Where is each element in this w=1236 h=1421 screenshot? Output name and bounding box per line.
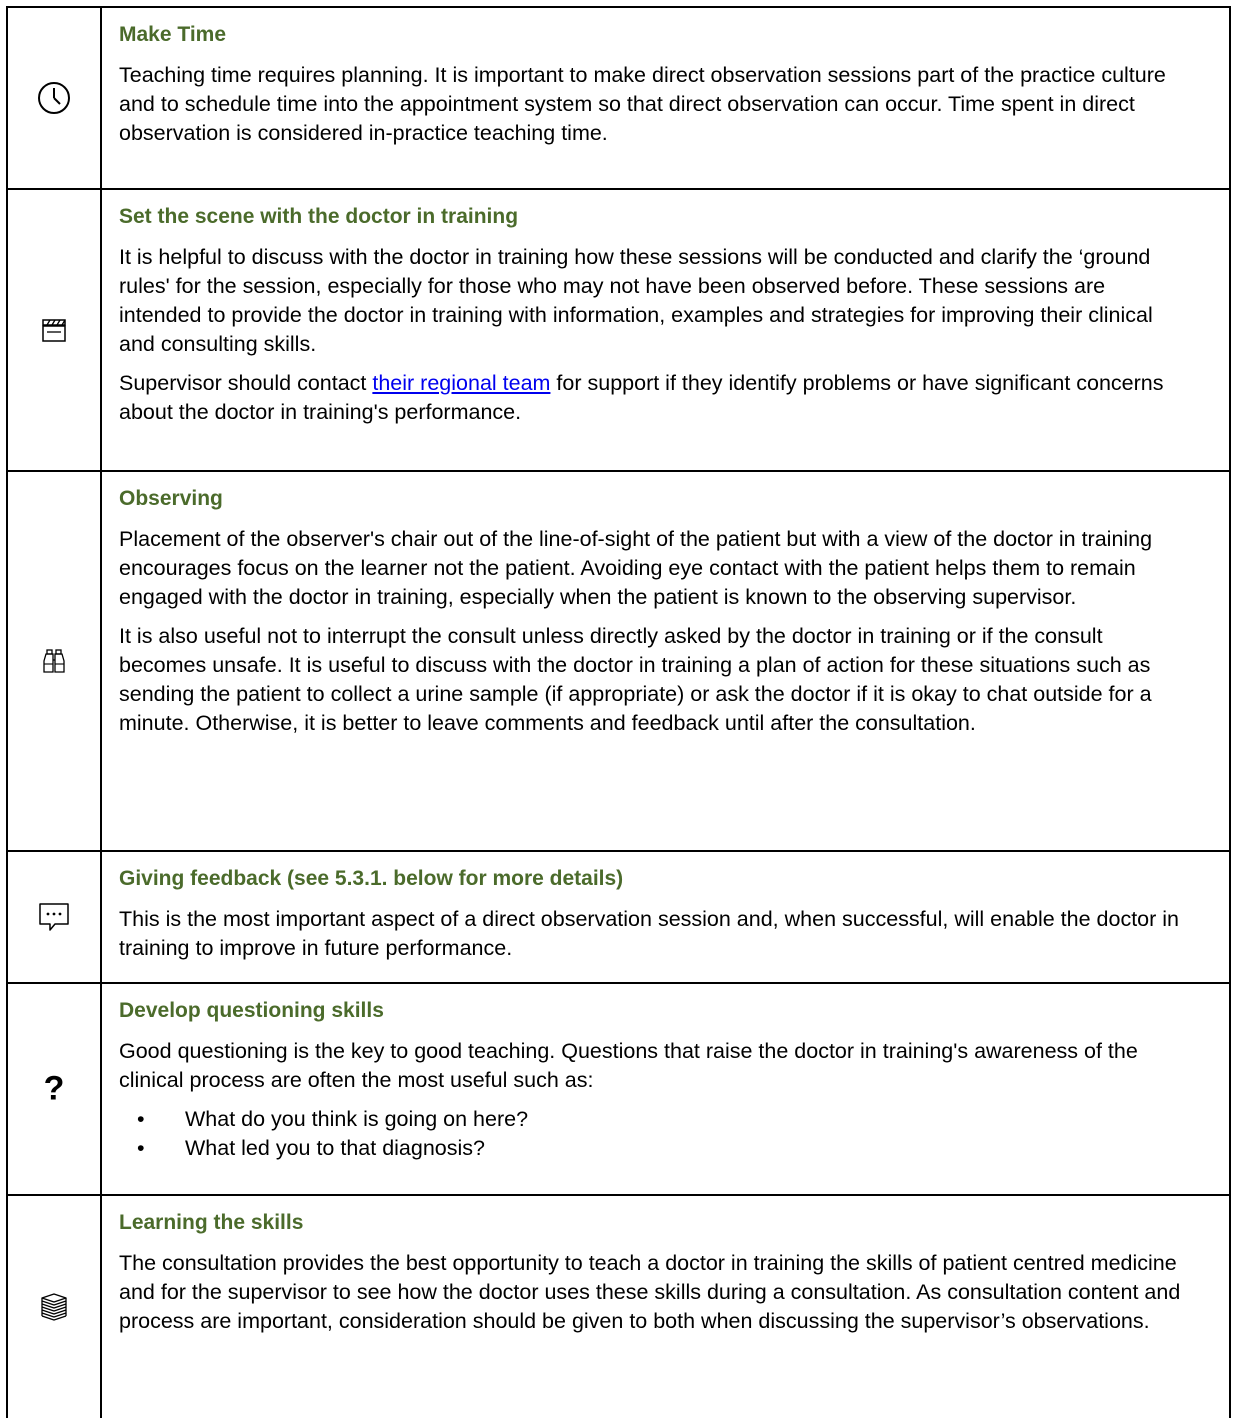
section-heading: Make Time bbox=[119, 23, 226, 46]
icon-cell bbox=[8, 190, 102, 470]
section-paragraph: Teaching time requires planning. It is important to make direct observation sessions part of the practice culture and to schedule time into the appointment system so that direct observation can occur. Time spent in direct observation is considered in-practice teaching time. bbox=[119, 63, 1166, 145]
icon-cell bbox=[8, 852, 102, 982]
section-set-the-scene bbox=[6, 190, 1231, 472]
section-content bbox=[102, 8, 1229, 148]
section-learning-the-skills bbox=[6, 1196, 1231, 1418]
section-heading: Set the scene with the doctor in training bbox=[119, 205, 519, 228]
section-paragraph: Good questioning is the key to good teaching. Questions that raise the doctor in training's awareness of the clinical process are often the most useful such as: bbox=[119, 1039, 1138, 1092]
clock-icon bbox=[37, 81, 71, 115]
section-paragraph: It is also useful not to interrupt the consult unless directly asked by the doctor in training or if the consult becomes unsafe. It is useful to discuss with the doctor in training a plan of action for these situations such as sending the patient to collect a urine sample (if appropriate) or ask the doctor if it is okay to chat outside for a minute. Otherwise, it is better to leave comments and feedback until after the consultation. bbox=[119, 624, 1152, 735]
text-after-link: for support if they identify problems or have significant concerns about the doctor in training's performance. bbox=[119, 371, 1164, 424]
section-content bbox=[102, 852, 1229, 963]
section-giving-feedback bbox=[6, 852, 1231, 984]
section-heading: Giving feedback (see 5.3.1. below for more details) bbox=[119, 867, 624, 890]
question-mark-icon: ? bbox=[43, 1069, 65, 1108]
regional-team-link[interactable]: their regional team bbox=[372, 371, 551, 395]
icon-cell bbox=[8, 8, 102, 188]
section-paragraph: Placement of the observer's chair out of the line-of-sight of the patient but with a view of the doctor in training encourages focus on the learner not the patient. Avoiding eye contact with the patient helps them to remain engaged with the doctor in training, especially when the patient is known to the observing supervisor. bbox=[119, 527, 1153, 609]
binoculars-icon bbox=[41, 648, 67, 674]
list-item: • What do you think is going on here? bbox=[119, 1105, 1189, 1134]
books-icon bbox=[38, 1291, 70, 1323]
section-heading: Develop questioning skills bbox=[119, 999, 384, 1022]
section-paragraph: It is helpful to discuss with the doctor in training how these sessions will be conducted and clarify the ‘ground rules' for the session, especially for those who may not have been observed before. These sessions are intended to provide the doctor in training with information, examples and strategies for improving their clinical and consulting skills. bbox=[119, 245, 1153, 356]
guidance-table bbox=[6, 6, 1231, 1418]
section-questioning-skills bbox=[6, 984, 1231, 1196]
icon-cell bbox=[8, 1196, 102, 1418]
section-paragraph: The consultation provides the best opportunity to teach a doctor in training the skills of patient centred medicine and for the supervisor to see how the doctor uses these skills during a consultation. As consultation content and process are important, consideration should be given to both when discussing the supervisor’s observations. bbox=[119, 1251, 1181, 1333]
question-list bbox=[119, 1105, 1189, 1163]
section-heading: Learning the skills bbox=[119, 1211, 304, 1234]
section-heading: Observing bbox=[119, 487, 223, 510]
speech-bubble-icon bbox=[37, 901, 71, 933]
text-before-link: Supervisor should contact bbox=[119, 371, 373, 395]
section-observing bbox=[6, 472, 1231, 852]
clapperboard-icon bbox=[40, 317, 68, 343]
section-content bbox=[102, 984, 1229, 1163]
list-item: • What led you to that diagnosis? bbox=[119, 1134, 1189, 1163]
section-content bbox=[102, 1196, 1229, 1336]
section-content bbox=[102, 472, 1229, 738]
section-content bbox=[102, 190, 1229, 427]
section-make-time bbox=[6, 8, 1231, 190]
icon-cell bbox=[8, 472, 102, 850]
section-paragraph: This is the most important aspect of a direct observation session and, when successful, will enable the doctor in training to improve in future performance. bbox=[119, 907, 1180, 960]
icon-cell bbox=[8, 984, 102, 1194]
section-paragraph-with-link bbox=[119, 369, 1189, 427]
